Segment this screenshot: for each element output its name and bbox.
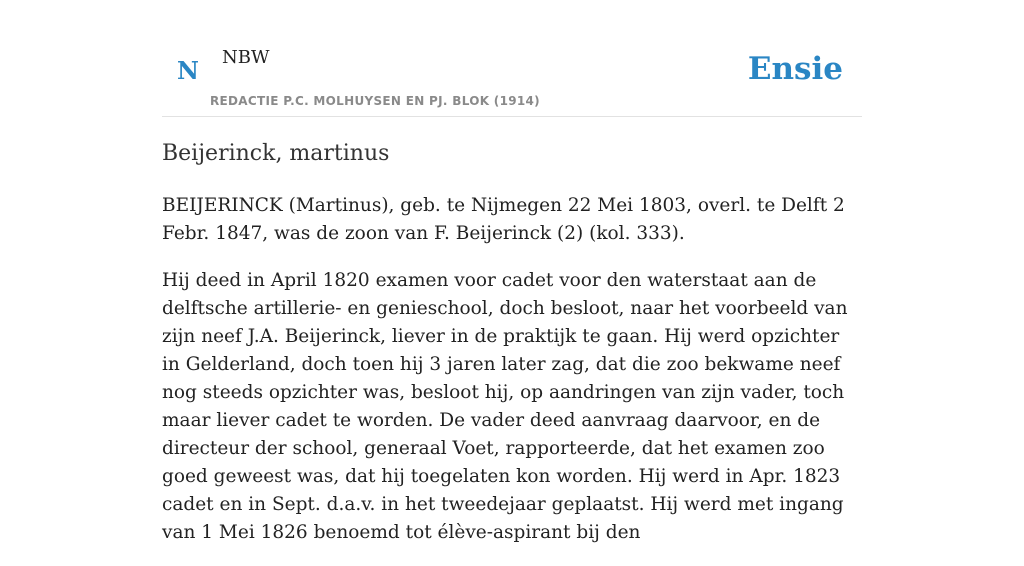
article-paragraph: Hij deed in April 1820 examen voor cadet voor den waterstaat aan de delftsche artillerie- en genieschool, doch besloot, naar het voorbeeld van zijn neef J.A. Beijerinck, liever in de praktijk te gaan. Hij werd opzichter in Gelderland, doch toen hij 3 jaren later zag, dat die zoo bekwame neef nog steeds opzichter was, besloot hij, op aandringen van zijn vader, toch maar liever cadet te worden. De vader deed aanvraag daarvoor, en de directeur der school, generaal Voet, rapporteerde, dat het examen zoo goed geweest was, dat hij toegelaten kon worden. Hij werd in Apr. 1823 cadet en in Sept. d.a.v. in het tweedejaar geplaatst. Hij werd met ingang van 1 Mei 1826 benoemd tot élève-aspirant bij den <box>162 270 848 543</box>
source-editors: REDACTIE P.C. MOLHUYSEN EN PJ. BLOK (1914) <box>210 94 540 108</box>
brand-logo[interactable]: Ensie <box>747 51 843 87</box>
article <box>162 138 862 566</box>
source-logo[interactable]: N <box>177 56 199 85</box>
header <box>162 0 862 117</box>
article-paragraph: BEIJERINCK (Martinus), geb. te Nijmegen 22 Mei 1803, overl. te Delft 2 Febr. 1847, was de zoon van F. Beijerinck (2) (kol. 333). <box>162 195 845 244</box>
entry-title: Beijerinck, martinus <box>162 141 390 166</box>
source-name[interactable]: NBW <box>222 47 270 68</box>
